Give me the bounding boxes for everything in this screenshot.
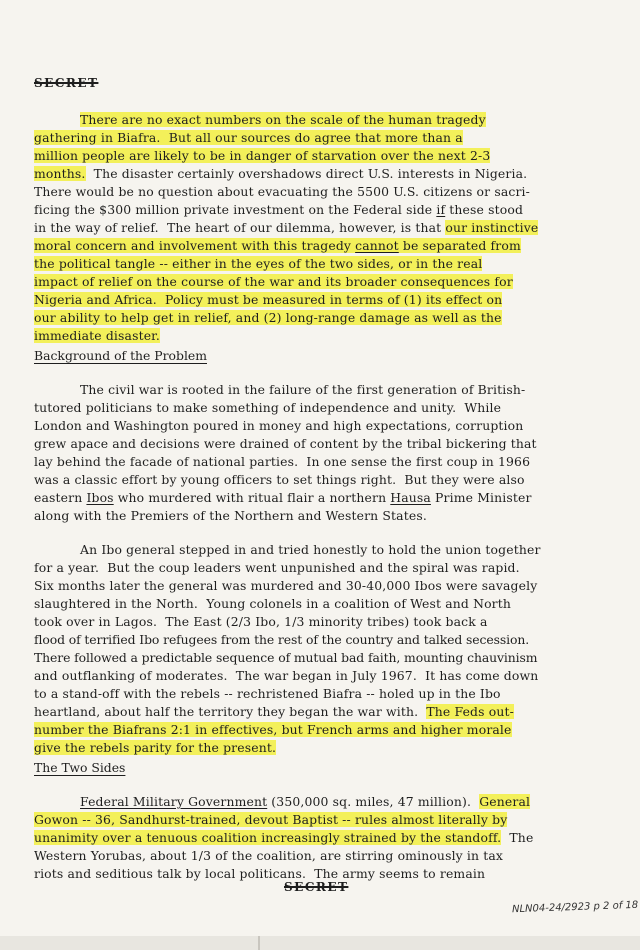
intro-line-10: impact of relief on the course of the war and its broader consequences for (34, 274, 513, 289)
intro-line-7: in the way of relief. The heart of our dilemma, however, is that our instinctive (34, 220, 539, 235)
two-sides-line-3: unanimity over a tenuous coalition increasingly strained by the standoff. The (34, 830, 534, 845)
intro-line-5: There would be no question about evacuating the 5500 U.S. citizens or sacri- (34, 184, 530, 199)
background-p1-line-1: The civil war is rooted in the failure of the first generation of British- (80, 382, 526, 397)
background-p2-line-10: heartland, about half the territory they began the war with. The Feds out- (34, 704, 514, 719)
background-p1-line-3: London and Washington poured in money and high expectations, corruption (34, 418, 524, 433)
background-p2-line-6: flood of terrified Ibo refugees from the rest of the country and talked secession. (34, 632, 530, 647)
background-p1-line-5: lay behind the facade of national parties. In one sense the first coup in 1966 (34, 454, 531, 469)
document-id-stamp: NLN04-24/2923 p 2 of 18 (511, 899, 639, 916)
two-sides-line-1: Federal Military Government (350,000 sq. miles, 47 million). General (80, 794, 531, 809)
intro-line-12: our ability to help get in relief, and (2) long-range damage as well as the (34, 310, 502, 325)
background-p2-line-9: to a stand-off with the rebels -- rechristened Biafra -- holed up in the Ibo (34, 686, 501, 701)
background-p2-line-4: slaughtered in the North. Young colonels in a coalition of West and North (34, 596, 512, 611)
intro-line-3: million people are likely to be in danger of starvation over the next 2-3 (34, 148, 491, 163)
intro-line-2: gathering in Biafra. But all our sources do agree that more than a (34, 130, 463, 145)
background-p1-line-2: tutored politicians to make something of independence and unity. While (34, 400, 502, 415)
classification-bottom: SECRET (284, 880, 349, 894)
intro-line-9: the political tangle -- either in the eyes of the two sides, or in the real (34, 256, 483, 271)
background-p2-line-7: There followed a predictable sequence of mutual bad faith, mounting chauvinism (34, 650, 538, 665)
background-p2-line-5: took over in Lagos. The East (2/3 Ibo, 1/3 minority tribes) took back a (34, 614, 488, 629)
background-p2-line-8: and outflanking of moderates. The war began in July 1967. It has come down (34, 668, 539, 683)
intro-line-4: months. The disaster certainly overshadows direct U.S. interests in Nigeria. (34, 166, 528, 181)
intro-line-13: immediate disaster. (34, 328, 160, 343)
two-sides-line-4: Western Yorubas, about 1/3 of the coalition, are stirring ominously in tax (34, 848, 504, 863)
two-sides-line-2: Gowon -- 36, Sandhurst-trained, devout Baptist -- rules almost literally by (34, 812, 508, 827)
classification-top: SECRET (34, 76, 99, 90)
background-p2-line-2: for a year. But the coup leaders went unpunished and the spiral was rapid. (34, 560, 520, 575)
background-p1-line-4: grew apace and decisions were drained of content by the tribal bickering that (34, 436, 537, 451)
background-p2-line-1: An Ibo general stepped in and tried honestly to hold the union together (80, 542, 541, 557)
background-p1-line-7: eastern Ibos who murdered with ritual flair a northern Hausa Prime Minister (34, 490, 532, 505)
background-p2-line-12: give the rebels parity for the present. (34, 740, 277, 755)
background-p1-line-8: along with the Premiers of the Northern and Western States. (34, 508, 427, 523)
background-p2-line-3: Six months later the general was murdered and 30-40,000 Ibos were savagely (34, 578, 538, 593)
section-heading-background: Background of the Problem (34, 348, 207, 363)
intro-line-6: ficing the $300 million private investment on the Federal side if these stood (34, 202, 524, 217)
background-p2-line-11: number the Biafrans 2:1 in effectives, but French arms and higher morale (34, 722, 512, 737)
intro-line-8: moral concern and involvement with this tragedy cannot be separated from (34, 238, 521, 253)
two-sides-line-5: riots and seditious talk by local politicans. The army seems to remain (34, 866, 486, 881)
page-edge-mark (258, 936, 260, 950)
section-heading-two-sides: The Two Sides (34, 760, 126, 775)
page-bottom-edge (0, 936, 640, 950)
intro-line-1: There are no exact numbers on the scale of the human tragedy (80, 112, 486, 127)
background-p1-line-6: was a classic effort by young officers to set things right. But they were also (34, 472, 525, 487)
intro-line-11: Nigeria and Africa. Policy must be measured in terms of (1) its effect on (34, 292, 503, 307)
